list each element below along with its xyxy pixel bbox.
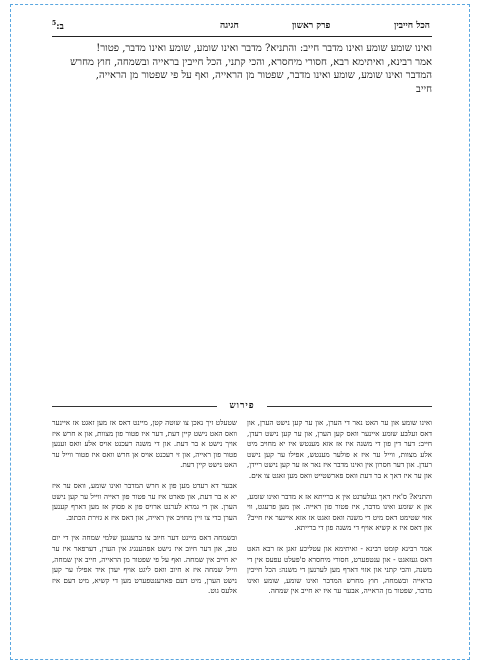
main-text-line: אמר רבינא, ואיתימא רבא, חסורי מיחסרא, והכי קתני, הכל חייבין בראייה ובשמחה, חוץ מחרש bbox=[70, 56, 432, 68]
commentary-paragraph: שטעלט זיך נאכן צו שוטה קטן, מיינט דאס אז מען זאגט אז איינער וואס האט נישט קיין דעת, דער איז פטור פון מצוות, און א חרש איז אויך נישט א בר דעת. און די משנה רעכנט אויס אלע וואס זענען פטור פון ראייה, און זי רעכנט אויס אן חרש וואס איז פטור ווייל ער האט נישט קיין דעת. bbox=[52, 418, 237, 470]
commentary-header bbox=[52, 400, 432, 412]
commentary-divider-left bbox=[52, 406, 217, 407]
commentary-column-right bbox=[247, 418, 432, 607]
main-text bbox=[52, 42, 432, 96]
commentary-column-left bbox=[52, 418, 237, 607]
commentary-paragraph: והתניא? ס'איז דאך געלערנט אין א ברייתא אז א מדבר ואינו שומע, און א שומע ואינו מדבר, איז פטור פון ראייה. און מען פרעגט, ווי אזוי שטימט דאס מיט די משנה וואס זאגט אז אזא איינער איז חייב? און דאס איז א קשיא אויף די משנה פון די ברייתא. bbox=[247, 491, 432, 533]
commentary-paragraph: ואינו שומע און ער האט נאר די הערן, און ער קען נישט הערן, און דאס זעלבע שומע איינער וואס קען הערן, און ער קען נישט רעדן, חייב: דער דין פון די משנה איז אז אזא מענטש איז יא מחויב מיט אלע מצוות, ווייל ער איז א פולער מענטש, אפילו ער קען נישט רעדן. און דער חסרון אין ואינו מדבר איז נאר אז ער קען נישט ריידן, און ער איז דאך א בר דעת וואס פארשטייט וואס מען זאגט צו אים. bbox=[247, 418, 432, 480]
folio-number: ב:$^5$ bbox=[52, 20, 64, 32]
main-text-line: חייב bbox=[416, 83, 432, 95]
tractate-name: חגיגה bbox=[220, 21, 239, 31]
header-rule bbox=[52, 36, 432, 37]
main-text-line: המדבר ואינו שומע, שומע ואינו מדבר, שפטור מן הראייה, ואף על פי שפטור מן הראייה, bbox=[95, 70, 432, 81]
commentary-paragraph: ובשמחה דאס מיינט דער חיוב צו ברענגען שלמי שמחה אין די יום טוב, און דער חיוב איז נישט אפהענגיג אין הערן, דערפאר איז ער יא חייב אין שמחה. ואף על פי שפטור מן הראייה, חייב אין שמחה, ווייל שמחה איז א חיוב וואס ליגט אויף יעדן איד אפילו ער קען נישט הערן, מיט דעם פארענטפערט מען די קשיא, מיט דעם איז אלעס גוט. bbox=[52, 533, 237, 596]
main-text-line bbox=[52, 42, 432, 56]
commentary-paragraph: אבער דא רעדט מען פון א חרש המדבר ואינו שומע, וואס ער איז יא א בר דעת, און פארט איז ער פטור פון ראייה ווייל ער קען נישט הערן. און די גמרא לערנט ארויס פון א פסוק אז מען דארף קענען הערן כדי צו זיין מחויב אין ראייה, און דאס איז א גזירת הכתוב. bbox=[52, 480, 237, 522]
running-head bbox=[52, 20, 430, 34]
commentary-title: פירוש bbox=[229, 401, 255, 411]
commentary-paragraph: אמר רבינא קומט רבינא - ואיתימא און עטליכע זאגן אז רבא האט דאס געזאגט - און ענטפערט, חסורי מיחסרא ס'פעלט עפעס אין די משנה, והכי קתני און אזוי דארף מען לערנען די משנה: הכל חייבין בראייה ובשמחה, חוץ מחרש המדבר ואינו שומע, שומע ואינו מדבר, שפטור מן הראייה, אבער ער איז יא חייב אין שמחה. bbox=[247, 543, 432, 596]
chapter-number: פרק ראשון bbox=[292, 21, 331, 31]
commentary-divider-right bbox=[267, 406, 432, 407]
chapter-name: הכל חייבין bbox=[394, 21, 430, 31]
main-text-line-1: ואינו שומע שומע ואינו מדבר חייב: והתניא? מדבר ואינו שומע, שומע ואינו מדבר, פטור! bbox=[96, 43, 432, 54]
